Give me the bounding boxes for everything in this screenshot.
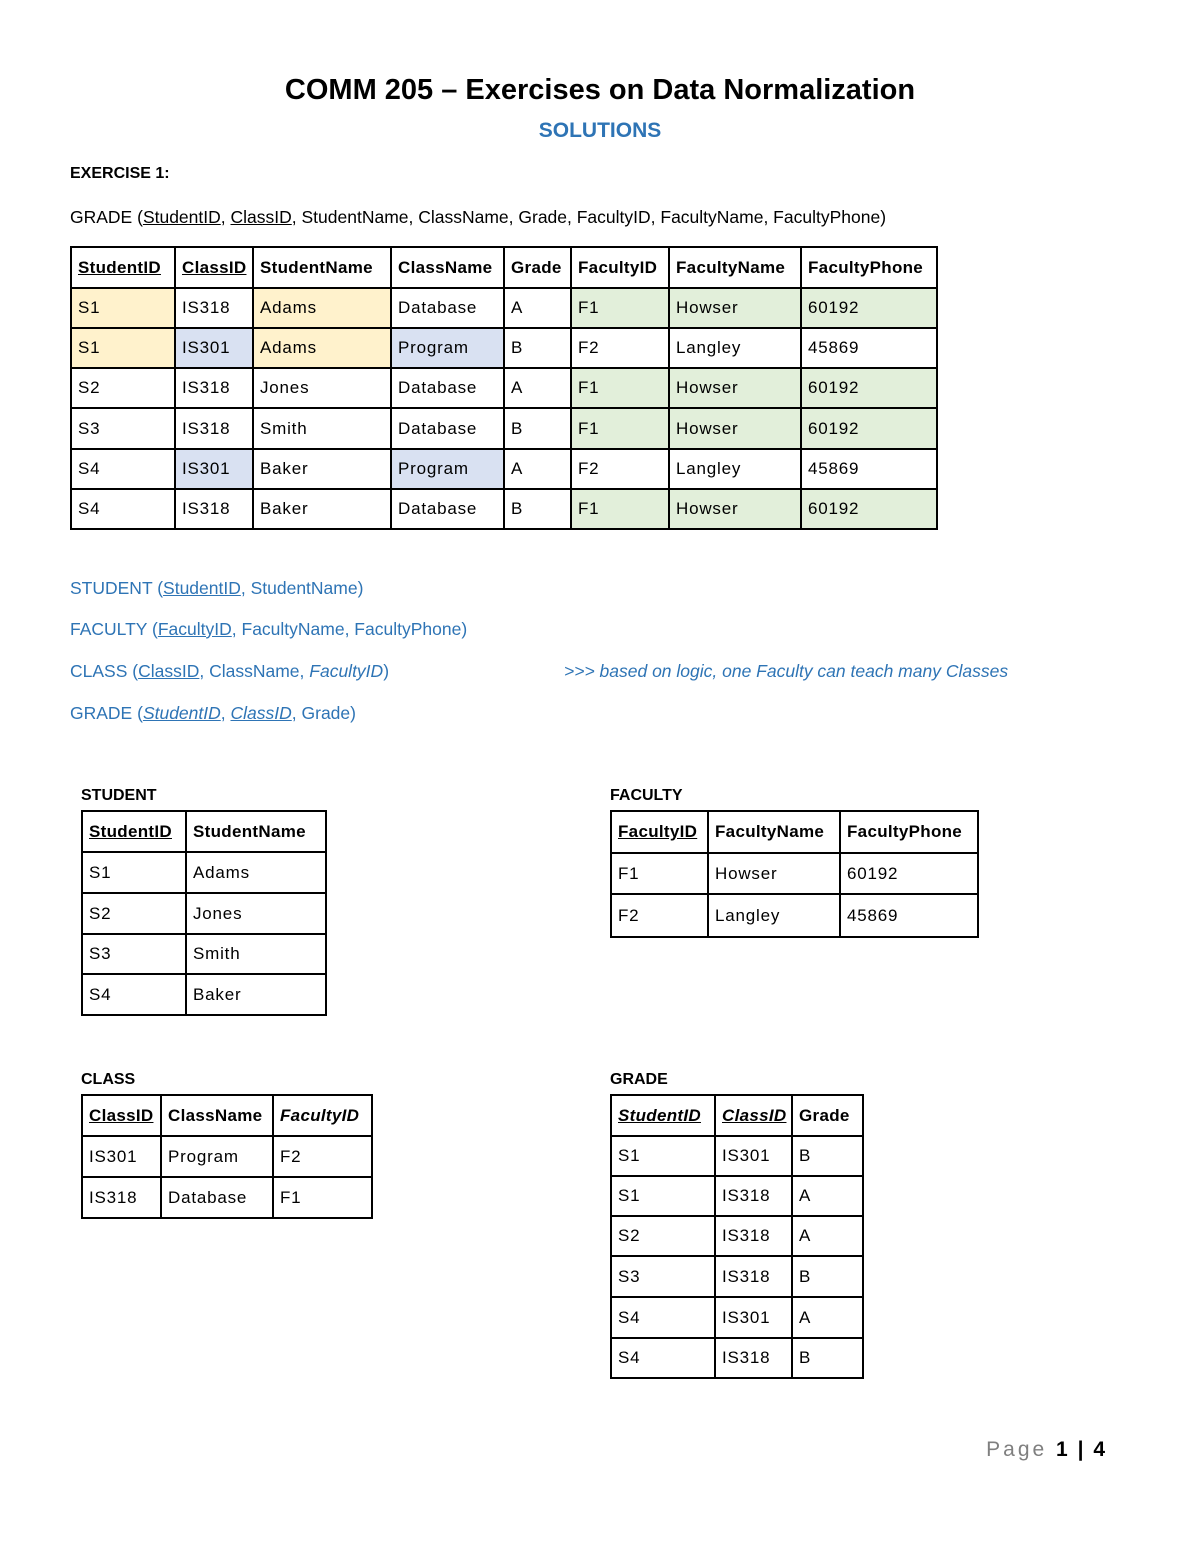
table-cell: Database — [391, 368, 504, 408]
table-cell: S1 — [71, 288, 175, 328]
relation-open-paren: ( — [137, 207, 143, 227]
table-cell: F1 — [571, 368, 669, 408]
table-cell: Adams — [253, 288, 391, 328]
table-cell: Howser — [708, 853, 840, 894]
table-cell: B — [792, 1338, 863, 1378]
table-cell: S4 — [611, 1338, 715, 1378]
table-cell: 60192 — [801, 368, 937, 408]
table-cell: F2 — [611, 894, 708, 937]
table-cell: 45869 — [801, 328, 937, 368]
table-cell: A — [792, 1216, 863, 1256]
table-row — [82, 1177, 372, 1218]
table-cell: 60192 — [801, 489, 937, 529]
table-cell: IS318 — [715, 1338, 792, 1378]
relation-attributes: StudentName) — [250, 578, 364, 598]
table-header-row — [71, 247, 937, 288]
faculty-table-label: FACULTY — [610, 787, 683, 804]
table-cell: S4 — [82, 974, 186, 1015]
table-cell: 60192 — [801, 288, 937, 328]
table-row — [611, 1216, 863, 1256]
table-header-row — [611, 811, 978, 853]
table-cell: IS318 — [715, 1256, 792, 1297]
table-cell: Howser — [669, 288, 801, 328]
page-subtitle: SOLUTIONS — [538, 119, 662, 142]
table-cell: IS301 — [175, 449, 253, 489]
table-cell: B — [792, 1256, 863, 1297]
faculty-relation: FACULTY (FacultyID, FacultyName, FacultyPhone) — [70, 619, 468, 639]
relation-name: CLASS — [70, 661, 128, 681]
table-cell: Adams — [186, 852, 326, 893]
table-cell: Program — [161, 1136, 273, 1177]
relation-attributes: FacultyName, FacultyPhone) — [241, 619, 468, 639]
relation-attributes: Grade) — [301, 703, 356, 723]
table-row — [611, 1256, 863, 1297]
table-cell: Baker — [253, 489, 391, 529]
table-cell: F2 — [273, 1136, 372, 1177]
table-cell: S2 — [611, 1216, 715, 1256]
table-cell: 60192 — [840, 853, 978, 894]
table-cell: A — [504, 449, 571, 489]
relation-name: GRADE — [70, 207, 133, 227]
table-cell: Program — [391, 328, 504, 368]
page-title: COMM 205 – Exercises on Data Normalization — [284, 74, 916, 106]
relation-key-studentid: StudentID — [142, 207, 221, 227]
column-header: ClassID — [82, 1095, 161, 1136]
student-table — [81, 810, 327, 1016]
table-cell: Jones — [186, 893, 326, 934]
relation-name: STUDENT — [70, 578, 153, 598]
table-cell: Database — [391, 288, 504, 328]
table-cell: IS318 — [175, 368, 253, 408]
column-header: FacultyPhone — [801, 247, 937, 288]
table-cell: Langley — [669, 328, 801, 368]
table-cell: S4 — [611, 1297, 715, 1338]
table-cell: IS318 — [715, 1216, 792, 1256]
table-cell: Smith — [253, 408, 391, 449]
footer-page-total: 4 — [1093, 1438, 1106, 1461]
table-cell: B — [504, 489, 571, 529]
table-row — [82, 974, 326, 1015]
relation-key: StudentID — [163, 578, 241, 598]
relation-key: FacultyID — [157, 619, 232, 639]
faculty-table — [610, 810, 979, 938]
table-cell: B — [504, 328, 571, 368]
table-cell: Database — [161, 1177, 273, 1218]
grade-table-label: GRADE — [610, 1071, 668, 1088]
column-header: Grade — [504, 247, 571, 288]
table-cell: S3 — [71, 408, 175, 449]
grade-unnormalized-table — [70, 246, 938, 530]
relation-attributes: , StudentName, ClassName, Grade, FacultyID, FacultyName, FacultyPhone) — [291, 207, 887, 227]
table-cell: F1 — [273, 1177, 372, 1218]
table-cell: 45869 — [801, 449, 937, 489]
table-cell: Howser — [669, 489, 801, 529]
relation-key: ClassID — [138, 661, 200, 681]
table-cell: F1 — [571, 489, 669, 529]
table-cell: IS301 — [715, 1297, 792, 1338]
relation-foreign-key: FacultyID — [309, 661, 384, 681]
column-header: StudentID — [611, 1095, 715, 1136]
table-cell: IS301 — [82, 1136, 161, 1177]
table-cell: S1 — [82, 852, 186, 893]
class-relation: CLASS (ClassID, ClassName, FacultyID) — [70, 661, 390, 681]
table-row — [71, 408, 937, 449]
table-row — [82, 1136, 372, 1177]
table-row — [611, 853, 978, 894]
grade-relation: GRADE (StudentID, ClassID, Grade) — [70, 703, 356, 723]
student-table-label: STUDENT — [81, 787, 157, 804]
table-cell: B — [504, 408, 571, 449]
table-cell: Howser — [669, 408, 801, 449]
table-row — [611, 1176, 863, 1216]
table-cell: S1 — [611, 1176, 715, 1216]
column-header: StudentID — [82, 811, 186, 852]
table-row — [71, 368, 937, 408]
table-header-row — [611, 1095, 863, 1136]
table-header-row — [82, 1095, 372, 1136]
relation-key-classid: ClassID — [230, 207, 292, 227]
column-header: StudentID — [71, 247, 175, 288]
table-cell: Adams — [253, 328, 391, 368]
relation-name: GRADE — [70, 703, 133, 723]
column-header: StudentName — [186, 811, 326, 852]
table-cell: IS318 — [175, 288, 253, 328]
table-cell: F2 — [571, 328, 669, 368]
page-footer — [986, 1438, 1106, 1462]
table-cell: A — [504, 288, 571, 328]
table-cell: IS301 — [715, 1136, 792, 1176]
column-header: FacultyID — [611, 811, 708, 853]
column-header: ClassName — [391, 247, 504, 288]
column-header: Grade — [792, 1095, 863, 1136]
grade-relation-unnormalized: GRADE (StudentID, ClassID, StudentName, ClassName, Grade, FacultyID, FacultyName, FacultyPhone) — [70, 207, 887, 227]
relation-foreign-key: StudentID — [142, 703, 221, 723]
table-cell: S3 — [611, 1256, 715, 1297]
table-row — [611, 1338, 863, 1378]
table-cell: S2 — [71, 368, 175, 408]
column-header: ClassName — [161, 1095, 273, 1136]
column-header: FacultyID — [273, 1095, 372, 1136]
table-cell: IS318 — [715, 1176, 792, 1216]
footer-page-label: Page — [986, 1438, 1048, 1461]
table-cell: S4 — [71, 449, 175, 489]
column-header: FacultyID — [571, 247, 669, 288]
class-table-label: CLASS — [81, 1071, 136, 1088]
table-cell: A — [792, 1297, 863, 1338]
table-header-row — [82, 811, 326, 852]
exercise-label: EXERCISE 1: — [70, 165, 170, 182]
relation-foreign-key: ClassID — [230, 703, 292, 723]
table-cell: Database — [391, 489, 504, 529]
table-cell: Jones — [253, 368, 391, 408]
grade-table — [610, 1094, 864, 1379]
student-relation: STUDENT (StudentID, StudentName) — [70, 578, 364, 598]
table-cell: F1 — [571, 408, 669, 449]
relation-close-paren: ) — [383, 661, 390, 681]
table-cell: B — [792, 1136, 863, 1176]
table-row — [611, 1297, 863, 1338]
table-cell: 60192 — [801, 408, 937, 449]
table-row — [71, 489, 937, 529]
table-cell: S4 — [71, 489, 175, 529]
table-cell: S3 — [82, 934, 186, 974]
column-header: FacultyName — [708, 811, 840, 853]
table-cell: 45869 — [840, 894, 978, 937]
relation-attributes: ClassName, — [209, 661, 305, 681]
table-row — [71, 449, 937, 489]
table-cell: S2 — [82, 893, 186, 934]
table-cell: A — [792, 1176, 863, 1216]
table-row — [611, 894, 978, 937]
table-row — [82, 852, 326, 893]
table-cell: Database — [391, 408, 504, 449]
table-row — [82, 893, 326, 934]
column-header: FacultyName — [669, 247, 801, 288]
table-cell: F1 — [571, 288, 669, 328]
table-cell: F1 — [611, 853, 708, 894]
table-row — [82, 934, 326, 974]
table-cell: Baker — [186, 974, 326, 1015]
footer-page-number: 1 — [1056, 1438, 1069, 1461]
column-header: StudentName — [253, 247, 391, 288]
table-cell: IS318 — [82, 1177, 161, 1218]
table-cell: A — [504, 368, 571, 408]
table-row — [71, 288, 937, 328]
table-cell: IS318 — [175, 489, 253, 529]
table-cell: IS301 — [175, 328, 253, 368]
table-cell: Langley — [669, 449, 801, 489]
table-cell: S1 — [71, 328, 175, 368]
class-table — [81, 1094, 373, 1219]
table-cell: S1 — [611, 1136, 715, 1176]
table-cell: Howser — [669, 368, 801, 408]
table-cell: F2 — [571, 449, 669, 489]
relation-name: FACULTY — [70, 619, 148, 639]
relationship-note: >>> based on logic, one Faculty can teach many Classes — [564, 661, 1009, 681]
column-header: FacultyPhone — [840, 811, 978, 853]
table-cell: Langley — [708, 894, 840, 937]
table-cell: Baker — [253, 449, 391, 489]
footer-separator: | — [1077, 1438, 1085, 1461]
table-row — [71, 328, 937, 368]
table-cell: Program — [391, 449, 504, 489]
table-row — [611, 1136, 863, 1176]
column-header: ClassID — [715, 1095, 792, 1136]
table-cell: Smith — [186, 934, 326, 974]
table-cell: IS318 — [175, 408, 253, 449]
column-header: ClassID — [175, 247, 253, 288]
